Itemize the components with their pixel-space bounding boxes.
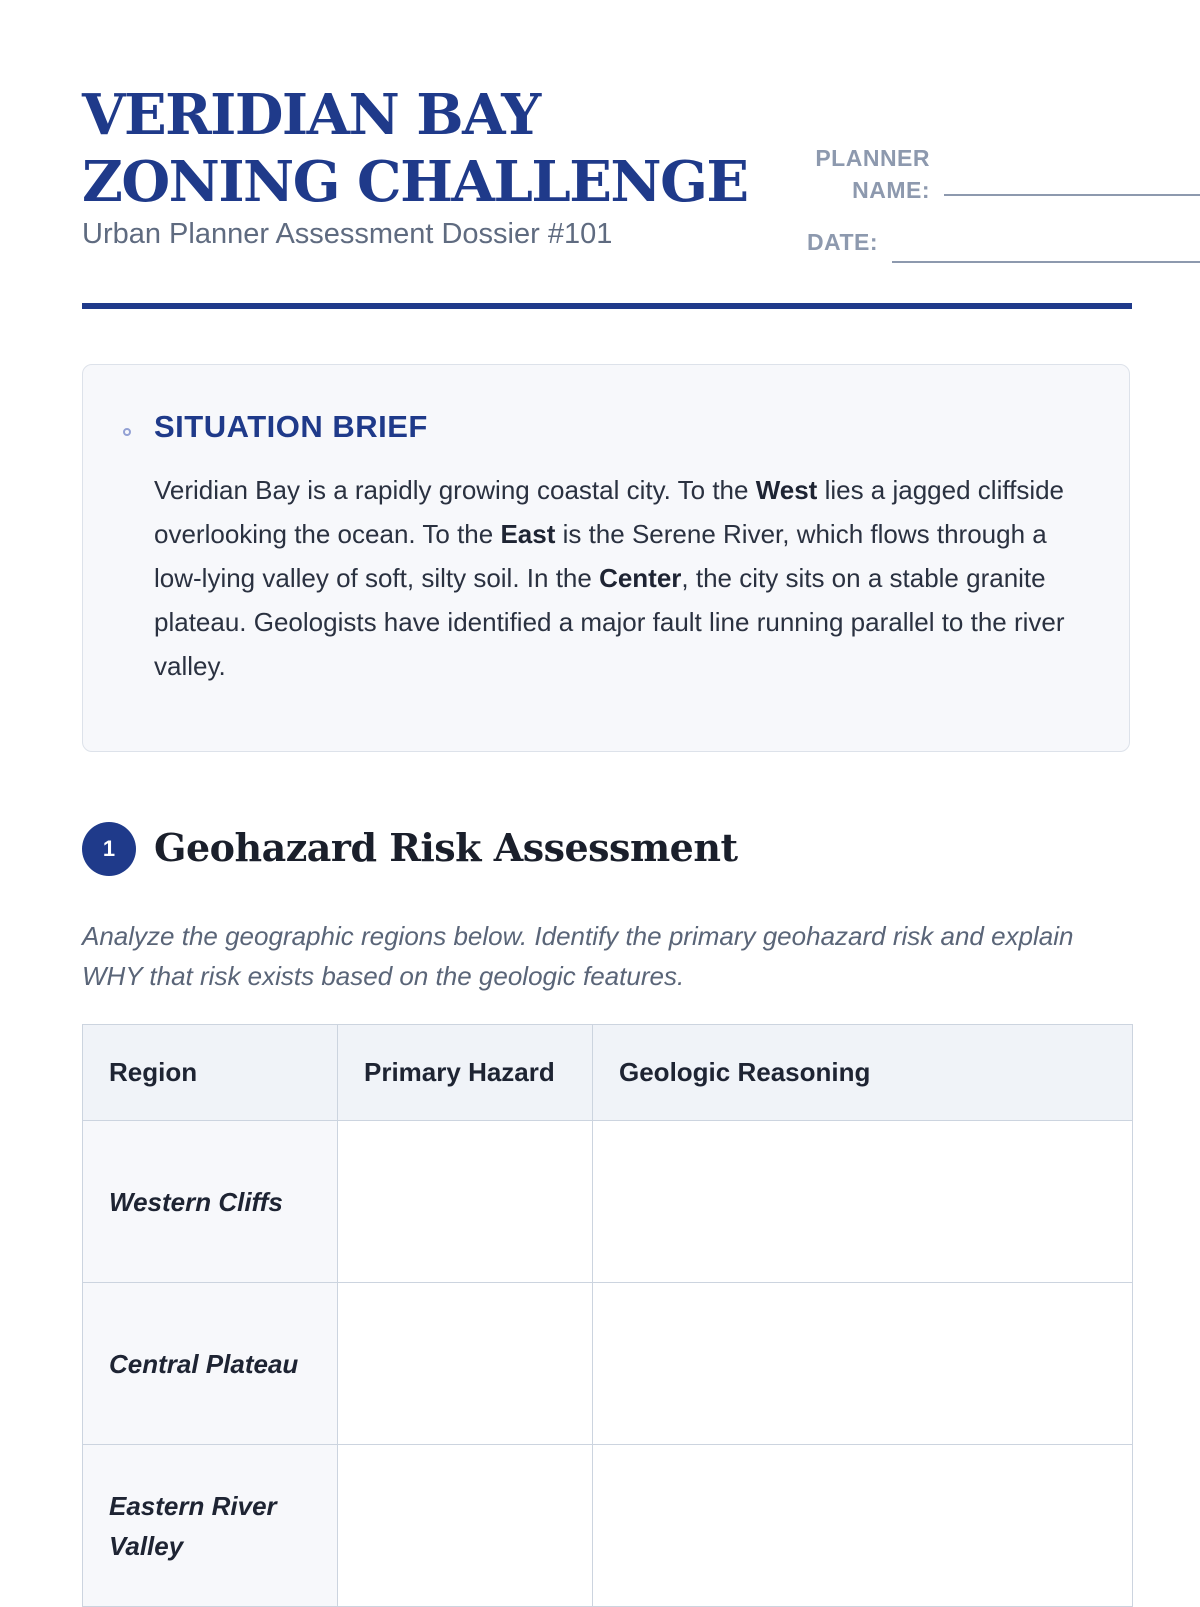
page-subtitle: Urban Planner Assessment Dossier #101 [82, 218, 613, 250]
column-header-geologic-reasoning: Geologic Reasoning [593, 1025, 1133, 1121]
geohazard-table [82, 1024, 1133, 1607]
region-cell: Western Cliffs [83, 1121, 338, 1283]
planner-label-line-2: NAME: [852, 177, 930, 203]
title-line-2: ZONING CHALLENGE [82, 149, 748, 215]
brief-emphasis-west: West [755, 475, 818, 505]
situation-brief-title: SITUATION BRIEF [154, 409, 428, 444]
worksheet-header [82, 0, 1132, 310]
page-title [82, 82, 748, 216]
brief-emphasis-center: Center [599, 563, 682, 593]
planner-name-field[interactable] [944, 194, 1200, 196]
section-title: Geohazard Risk Assessment [154, 825, 738, 870]
section-number-badge: 1 [82, 822, 136, 876]
brief-text-part: lies a jagged cliffside overlooking the ocean. To the [154, 475, 1065, 549]
table-row [83, 1445, 1133, 1607]
primary-hazard-answer-cell[interactable] [338, 1445, 593, 1607]
date-field[interactable] [892, 261, 1200, 263]
brief-text-part: , the city sits on a stable granite plateau. Geologists have identified a major fault line running parallel to the river valley. [154, 563, 1065, 681]
section-instructions: Analyze the geographic regions below. Identify the primary geohazard risk and explain WHY that risk exists based on the geologic features. [82, 921, 1074, 991]
geologic-reasoning-answer-cell[interactable] [593, 1445, 1133, 1607]
table-row [83, 1121, 1133, 1283]
brief-text-part: is the Serene River, which flows through a low-lying valley of soft, silty soil. In the [154, 519, 1047, 593]
table-header-row [83, 1025, 1133, 1121]
planner-name-label [722, 142, 930, 206]
worksheet-page [82, 0, 1132, 1561]
date-label: DATE: [806, 229, 878, 255]
planner-label-line-1: PLANNER [815, 145, 930, 171]
region-cell: Central Plateau [83, 1283, 338, 1445]
title-line-1: VERIDIAN BAY [82, 82, 540, 148]
geologic-reasoning-answer-cell[interactable] [593, 1283, 1133, 1445]
header-divider [82, 303, 1132, 309]
column-header-region: Region [83, 1025, 338, 1121]
situation-brief-box [82, 364, 1130, 752]
brief-text-part: Veridian Bay is a rapidly growing coastal city. To the [154, 475, 756, 505]
table-row [83, 1283, 1133, 1445]
region-cell: Eastern River Valley [83, 1445, 338, 1607]
circle-bullet-icon [123, 428, 131, 436]
primary-hazard-answer-cell[interactable] [338, 1121, 593, 1283]
situation-brief-text [154, 468, 1084, 688]
column-header-primary-hazard: Primary Hazard [338, 1025, 593, 1121]
brief-emphasis-east: East [500, 519, 556, 549]
primary-hazard-answer-cell[interactable] [338, 1283, 593, 1445]
geologic-reasoning-answer-cell[interactable] [593, 1121, 1133, 1283]
